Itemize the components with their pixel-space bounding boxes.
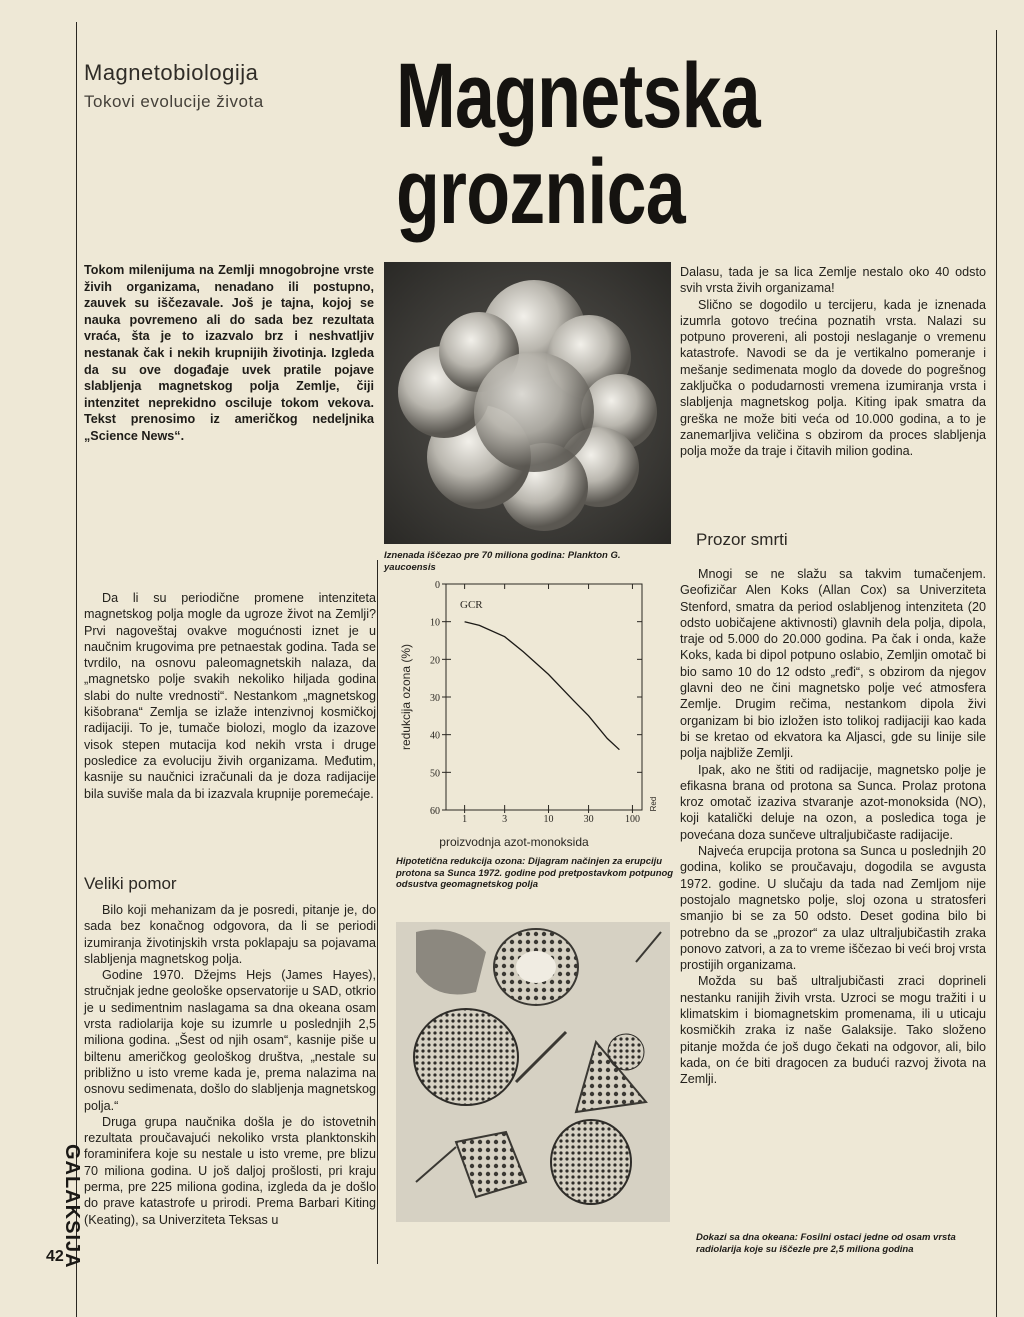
plankton-micrograph bbox=[384, 262, 671, 544]
y-tick-label: 20 bbox=[430, 655, 440, 667]
lead-paragraph: Tokom milenijuma na Zemlji mnogobrojne vrste živih organizama, nenadano ili postupno, zauvek su iščezavale. Još je tajna, kojoj se nauka povremeno ali do sada bez rezultata vraća, šta je to izazvalo brz i neshvatljiv nestanak čak i nekih krupnijih životinja. Izgleda da su ove događaje uvek pratile pojave slabljenja magnetskog polja Zemlje, čiji intenzitet neprekidno osciluje tokom vekova. Tekst prenosimo iz američkog nedeljnika „Science News“. bbox=[84, 263, 374, 443]
paragraph: Godine 1970. Džejms Hejs (James Hayes), stručnjak jedne geološke opservatorije u SAD, otkrio je u sedimentnim naslagama sa dna okeana osam vrsta radiolarija koje su izumrle u poslednjih 2,5 miliona godina. „Šest od njih osam“, kasnije piše u biltenu američkog geološkog društva, „nestale su približno u isto vreme kada je, prema nalazima na osnovu sedimenata, došlo do slabljenja magnetskog polja.“ bbox=[84, 968, 376, 1113]
y-tick-label: 60 bbox=[430, 806, 440, 817]
radiolaria-image bbox=[396, 922, 670, 1222]
headline bbox=[396, 45, 760, 243]
column-rule bbox=[377, 560, 378, 1264]
right-column-part2 bbox=[680, 566, 986, 1088]
left-column-part2 bbox=[84, 902, 376, 1228]
right-border-rule bbox=[996, 30, 997, 1317]
section-title: Magnetobiologija bbox=[84, 60, 259, 85]
paragraph: Bilo koji mehanizam da je posredi, pitanje je, do sada bez konačnog odgovora, da li se periodi izumiranja životinjskih vrsta poklapaju sa pojavama slabljenja magnetskog polja. bbox=[84, 903, 376, 966]
section-subtitle: Tokovi evolucije života bbox=[84, 92, 264, 111]
headline-line-2: groznica bbox=[396, 141, 685, 243]
subhead-prozor-smrti: Prozor smrti bbox=[696, 530, 788, 549]
caption-radiolaria: Dokazi sa dna okeana: Fosilni ostaci jedne od osam vrsta radiolarija koje su iščezle pre 2,5 miliona godina bbox=[696, 1232, 956, 1255]
right-axis-label: Red bbox=[649, 796, 658, 812]
x-tick-label: 10 bbox=[543, 814, 554, 825]
y-tick-label: 40 bbox=[430, 730, 440, 742]
paragraph: Ipak, ako ne štiti od radijacije, magnetsko polje je efikasna brana od protona sa Sunca. Prolaz protona kroz omotač izaziva stvaranje azot-monoksida (NO), koji katalički deluje na ozon, a posledica toga je povećana doza sunčeve ultraljubičaste radijacije. bbox=[680, 762, 986, 842]
paragraph: Slično se dogodilo u tercijeru, kada je iznenada izumrla gotovo trećina poznatih vrsta. Nalazi su potpuno provereni, ali postoji neslaganje o vremenu katastrofe. Navodi se da je vertikalno pomeranje i mešanje sedimenata moglo da dovede do pogrešnog zaključka o podudarnosti vremena izumiranja vrsta i slabljenja magnetskog polja. Kiting ipak smatra da greška ne može biti veća od 10.000 godina, a to je zanemarljiva veličina s obzirom da proces slabljenja polja može da traje i čitavih milion godina. bbox=[680, 297, 986, 459]
radiolaria-micrograph bbox=[396, 922, 670, 1222]
y-tick-label: 0 bbox=[435, 580, 440, 591]
headline-line-1: Magnetska bbox=[396, 45, 760, 147]
paragraph: Možda su baš ultraljubičasti zraci doprineli nestanku ranijih živih vrsta. Uzroci se mogu tražiti i u klimatskim i biomagnetskim promenama, ili u uticaju kosmičkih zraka iz naše Galaksije. Tako složeno pitanje možda će još dugo čekati na odgovor, ali, bilo kada, on će biti dragocen za budući razvoj života na Zemlji. bbox=[680, 974, 986, 1087]
x-tick-label: 3 bbox=[502, 814, 508, 825]
subhead-veliki-pomor: Veliki pomor bbox=[84, 874, 177, 893]
left-border-rule bbox=[76, 22, 77, 1317]
y-tick-label: 50 bbox=[430, 768, 440, 780]
caption-chart: Hipotetična redukcija ozona: Dijagram načinjen za erupciju protona sa Sunca 1972. godine pod pretpostavkom potpunog odsustva geomagnetskog polja bbox=[396, 856, 674, 890]
chart-frame bbox=[446, 584, 642, 810]
x-axis-label: proizvodnja azot-monoksida bbox=[439, 835, 589, 849]
y-tick-label: 10 bbox=[430, 617, 440, 629]
chart-svg bbox=[384, 574, 674, 852]
series-line bbox=[465, 622, 620, 750]
x-tick-label: 1 bbox=[462, 814, 468, 825]
paragraph: Da li su periodične promene intenziteta magnetskog polja mogle da ugroze život na Zemlji? Prvi nagoveštaj ovakve mogućnosti iznet je u naučnim krugovima pre petnaestak godina. Tada se tvrdilo, na osnovu paleomagnetskih nalaza, da „magnetsko polje svakih nekoliko hiljada godina slabi do nulte vrednosti“. Nestankom „magnetskog kišobrana“ Zemlja se izlaže intenzivnoj kosmičkoj radijaciji. To je, tumače biolozi, moglo da izazove visok stepen mutacija kod nekih vrsta i druge posledice za evoluciju živih organizama. Međutim, kasnije su naučnici izračunali da je doza radijacije bila suviše mala da bi izazvala krupnije poremećaje. bbox=[84, 591, 376, 801]
page-number: 42 bbox=[46, 1248, 64, 1265]
x-tick-label: 30 bbox=[583, 814, 594, 825]
right-column-part1 bbox=[680, 264, 986, 460]
y-axis-label: redukcija ozona (%) bbox=[399, 643, 413, 751]
caption-plankton: Iznenada iščezao pre 70 miliona godina: Plankton G. yaucoensis bbox=[384, 550, 621, 573]
plankton-image bbox=[384, 262, 671, 544]
paragraph: Druga grupa naučnika došla je do istovetnih rezultata proučavajući nekoliko vrsta planktonskih foraminifera koje su nestale u isto vreme, pre blizu 70 miliona godina. U još daljoj prošlosti, pri kraju perma, pre 225 miliona godina, izgleda da je došlo do prave katastrofe u prirodi. Prema Barbari Kiting (Keating), sa Univerziteta Teksas u bbox=[84, 1114, 376, 1227]
y-tick-label: 30 bbox=[430, 693, 440, 704]
paragraph: Mnogi se ne slažu sa takvim tumačenjem. Geofizičar Alen Koks (Allan Cox) sa Univerziteta Stenford, smatra da period oslabljenog intenziteta (20 odsto uobičajene aktivnosti) glavnih dela polja, dipola, traje od 5.000 do 20.000 godina. Pa čak i onda, kaže Koks, kada bi dipol potpuno oslabio, Zemljin omotač bi bio samo 10 do 12 odsto „ređi“, s obzirom da njegov glavni deo ne čini magnetsko polje već atmosfera Zemlje. Drugim rečima, nestankom dipola živi organizam bi bio izložen isto tolikoj radijaciji kao kada bi se kretao od ekvatora ka Aljasci, gde su linije sile polja najbliže Zemlji. bbox=[680, 567, 986, 761]
paragraph: Dalasu, tada je sa lica Zemlje nestalo oko 40 odsto svih vrsta živih organizama! bbox=[680, 265, 986, 296]
ozone-chart bbox=[384, 574, 674, 852]
x-tick-label: 100 bbox=[624, 814, 640, 825]
series-label: GCR bbox=[460, 599, 483, 611]
left-column-part1 bbox=[84, 590, 376, 802]
paragraph: Najveća erupcija protona sa Sunca u poslednjih 20 godina, koliko se proučavaju, dogodila se avgusta 1972. godine. U slučaju da tada nad Zemljom nije postojalo magnetsko polje, sloj ozona u stratosferi smanjio bi se za 50 odsto. Deset godina bilo bi potrebno da se „prozor“ za ulaz ultraljubičastih zraka ponovo zatvori, a za to vreme iščezao bi veći broj vrsta prostijih organizama. bbox=[680, 844, 986, 973]
magazine-name: GALAKSIJA bbox=[61, 1144, 83, 1269]
